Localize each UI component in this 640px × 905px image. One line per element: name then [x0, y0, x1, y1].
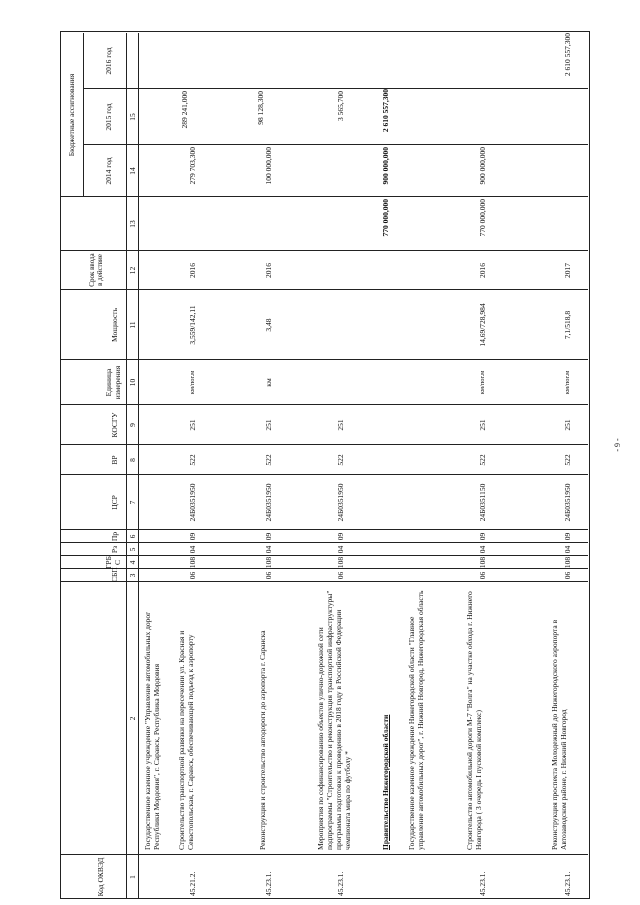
- row-gbs: 06: [563, 571, 572, 580]
- row-unit: км/пог.м: [479, 370, 486, 395]
- col-sep: [60, 289, 588, 290]
- row-2015: 900 000,000: [381, 147, 390, 185]
- header-kosgu: КОСГУ: [110, 412, 119, 438]
- colnum-12: 12: [128, 266, 137, 275]
- row-gbs: 06: [188, 571, 197, 580]
- row-term: 2016: [478, 263, 487, 278]
- col-sep: [60, 568, 588, 569]
- row-vr: 522: [188, 454, 197, 466]
- row-grbs: 108: [563, 556, 572, 569]
- row-2014: 770 000,000: [478, 199, 487, 237]
- row-2016: 98 128,300: [256, 91, 265, 125]
- row-name: Реконструкция и строительство автодороги до аэропорта г. Саранска: [258, 630, 267, 850]
- row-term: 2016: [188, 263, 197, 278]
- row-kosgu: 251: [563, 419, 572, 431]
- row-rz: 04: [336, 545, 345, 554]
- header-bottom-line: [126, 33, 127, 899]
- col-sep: [83, 88, 588, 89]
- colnum-4: 4: [128, 560, 137, 565]
- header-gbs: СБП: [110, 567, 119, 582]
- row-kosgu: 251: [188, 419, 197, 431]
- row-okved: 45.23.1.: [336, 871, 345, 896]
- row-csr: 24Б0351950: [563, 483, 572, 522]
- header-vr: ВР: [110, 455, 119, 465]
- row-pr: 09: [336, 532, 345, 541]
- row-2016: 2 610 557,300: [381, 89, 390, 133]
- header-2016: 2016 год: [104, 47, 113, 75]
- row-vr: 522: [336, 454, 345, 466]
- row-rz: 04: [264, 545, 273, 554]
- row-rz: 04: [478, 545, 487, 554]
- row-government-nn: Правительство Нижегородской области: [381, 714, 390, 850]
- colnum-14: 14: [128, 167, 137, 175]
- page-number: - 9 -: [613, 438, 622, 452]
- row-okved: 45.21.2.: [188, 871, 197, 896]
- header-unit: Единица измерения: [104, 365, 122, 400]
- budget-group-bottom-line: [83, 33, 84, 197]
- row-agency-mordovia: Государственное казенное учреждение "Управление автомобильных дорог Республики Мордовия", г. Саранск, Республика Мордовия: [143, 611, 161, 850]
- row-rz: 04: [563, 545, 572, 554]
- row-2016: 289 241,000: [180, 91, 189, 129]
- header-grbs: ГРБ С: [104, 556, 122, 569]
- row-pr: 09: [563, 532, 572, 541]
- col-sep: [60, 250, 588, 251]
- row-grbs: 108: [336, 556, 345, 569]
- row-gbs: 06: [336, 571, 345, 580]
- row-unit: км: [264, 378, 273, 387]
- header-term: Срок ввода в действие: [88, 253, 104, 287]
- row-term: 2016: [264, 263, 273, 278]
- colnum-9: 9: [128, 423, 137, 427]
- colnum-2: 2: [128, 716, 137, 721]
- header-2015: 2015 год: [104, 103, 113, 131]
- colnum-6: 6: [128, 534, 137, 539]
- row-grbs: 108: [188, 556, 197, 569]
- row-name: Реконструкция проспекта Молодежный до Нижегородского аэропорта в Автозаводском районе, г. Нижний Новгород: [550, 619, 568, 850]
- colnum-11: 11: [128, 321, 137, 329]
- row-capacity: 3,48: [264, 318, 273, 332]
- row-grbs: 108: [264, 556, 273, 569]
- col-sep: [60, 404, 588, 405]
- row-vr: 522: [563, 454, 572, 466]
- col-sep: [60, 542, 588, 543]
- colnum-1: 1: [128, 875, 137, 879]
- row-2016: 3 565,700: [336, 91, 345, 121]
- colnum-15: 15: [128, 113, 137, 121]
- row-pr: 09: [264, 532, 273, 541]
- row-capacity: 3,559/142,11: [188, 305, 197, 345]
- row-2015: 100 000,000: [264, 147, 273, 185]
- row-kosgu: 251: [264, 419, 273, 431]
- row-csr: 24Б0351950: [188, 483, 197, 522]
- colnum-10: 10: [128, 378, 137, 387]
- row-okved: 45.23.1.: [264, 871, 273, 896]
- row-okved: 45.23.1.: [563, 871, 572, 896]
- row-gbs: 06: [264, 571, 273, 580]
- row-unit: км/пог.м: [564, 370, 571, 395]
- colnum-5: 5: [128, 547, 137, 552]
- header-csr: ЦСР: [110, 495, 119, 510]
- row-csr: 24Б0351950: [336, 483, 345, 522]
- row-2016: 2 610 557,300: [563, 33, 572, 77]
- row-pr: 09: [478, 532, 487, 541]
- header-okved: Код ОКВЭД: [96, 857, 105, 897]
- row-name: Строительство транспортной развязки на пересечении ул. Красная и Севастопольская, г. Саранск, обеспечивающей подъезд к аэропорту: [177, 630, 195, 850]
- row-vr: 522: [264, 454, 273, 466]
- colnum-3: 3: [128, 573, 137, 578]
- row-gbs: 06: [478, 571, 487, 580]
- row-kosgu: 251: [478, 419, 487, 431]
- col-sep: [60, 529, 588, 530]
- header-rz: Рз: [110, 545, 119, 554]
- row-rz: 04: [188, 545, 197, 554]
- col-sep: [60, 196, 588, 197]
- col-sep: [60, 359, 588, 360]
- row-term: 2017: [563, 263, 572, 278]
- row-vr: 522: [478, 454, 487, 466]
- row-unit: км/пог.м: [189, 370, 196, 395]
- colnum-7: 7: [128, 500, 137, 505]
- col-sep: [60, 854, 588, 855]
- row-grbs: 108: [478, 556, 487, 569]
- numbers-row-bottom-line: [138, 33, 139, 899]
- col-sep: [60, 444, 588, 445]
- col-sep: [60, 581, 588, 582]
- row-capacity: 7,1/518,8: [563, 310, 572, 340]
- colnum-8: 8: [128, 458, 137, 462]
- row-2014: 770 000,000: [381, 199, 390, 237]
- header-capacity: Мощность: [110, 308, 119, 342]
- row-2015: 900 000,000: [478, 147, 487, 185]
- header-pr: Пр: [110, 531, 119, 542]
- row-2015: 279 703,300: [188, 147, 197, 185]
- row-pr: 09: [188, 532, 197, 541]
- colnum-13: 13: [128, 220, 137, 228]
- row-kosgu: 251: [336, 419, 345, 431]
- header-budget: Бюджетные ассигнования: [67, 73, 76, 157]
- row-agency-nn: Государственное казенное учреждение Нижегородской области "Главное управление автомобильных дорог", г. Нижний Новгород, Нижегородская область: [407, 590, 425, 850]
- row-capacity: 14,69/728,984: [478, 303, 487, 347]
- row-csr: 24Б0351950: [264, 483, 273, 522]
- col-sep: [60, 555, 588, 556]
- row-name: Мероприятия по софинансированию объектов улично-дорожной сети подпрограммы "Строительство и реконструкция транспортной инфраструктуры" программы подготовки к проведению в 2018 году в Российской Федерации чемпионата мира по футболу *: [316, 590, 352, 850]
- header-2014: 2014 год: [104, 157, 113, 185]
- row-name: Строительство автомобильной дороги М-7 "Волга" на участке обхода г. Нижнего Новгорода ( 3 очередь I пусковой комплекс): [465, 591, 483, 850]
- row-okved: 45.23.1.: [478, 871, 487, 896]
- col-sep: [60, 474, 588, 475]
- row-csr: 24Б0351150: [478, 483, 487, 522]
